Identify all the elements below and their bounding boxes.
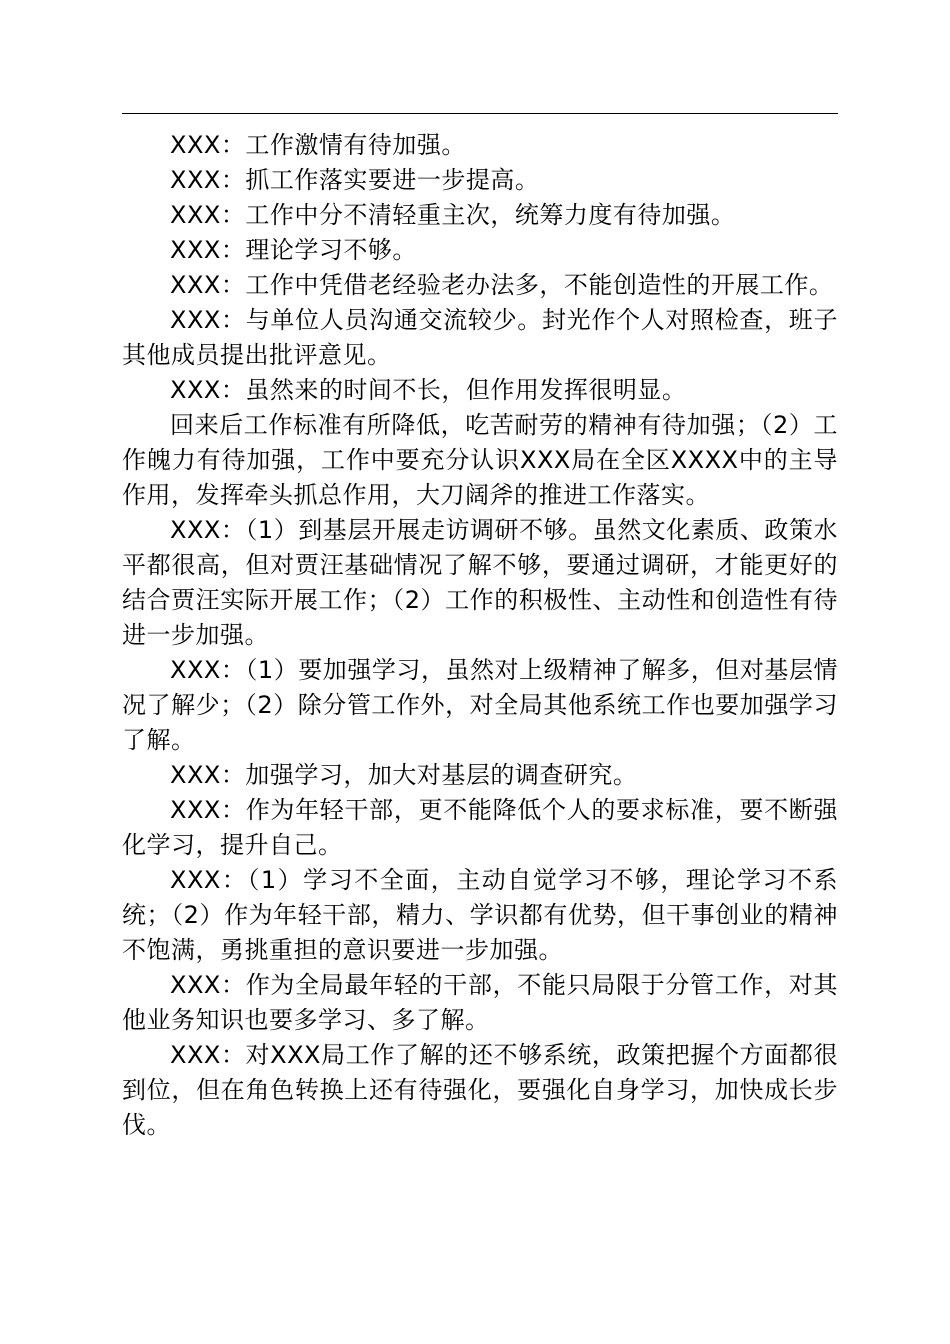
paragraph-4: XXX：理论学习不够。 — [170, 236, 417, 264]
paragraph-5: XXX：工作中凭借老经验老办法多，不能创造性的开展工作。 — [170, 271, 834, 299]
paragraph-15: XXX：对XXX局工作了解的还不够系统，政策把握个方面都很到位，但在角色转换上还有待强化，要强化自身学习，加快成长步伐。 — [122, 1041, 838, 1139]
paragraph-12: XXX：作为年轻干部，更不能降低个人的要求标准，要不断强化学习，提升自己。 — [122, 796, 838, 859]
header-rule — [122, 113, 838, 114]
paragraph-7: XXX：虽然来的时间不长，但作用发挥很明显。 — [170, 376, 687, 404]
paragraph-6: XXX：与单位人员沟通交流较少。封光作个人对照检查，班子其他成员提出批评意见。 — [122, 306, 838, 369]
paragraph-14: XXX：作为全局最年轻的干部，不能只局限于分管工作，对其他业务知识也要多学习、多了解。 — [122, 971, 838, 1034]
paragraph-13: XXX：（1）学习不全面，主动自觉学习不够，理论学习不系统；（2）作为年轻干部，精力、学识都有优势，但干事创业的精神不饱满，勇挑重担的意识要进一步加强。 — [122, 866, 838, 964]
paragraph-2: XXX：抓工作落实要进一步提高。 — [170, 166, 540, 194]
paragraph-1: XXX：工作激情有待加强。 — [170, 131, 466, 159]
paragraph-3: XXX：工作中分不清轻重主次，统筹力度有待加强。 — [170, 201, 736, 229]
paragraph-9: XXX：（1）到基层开展走访调研不够。虽然文化素质、政策水平都很高，但对贾汪基础情况了解不够，要通过调研，才能更好的结合贾汪实际开展工作；（2）工作的积极性、主动性和创造性有待进一步加强。 — [122, 516, 838, 649]
paragraph-8: 回来后工作标准有所降低，吃苦耐劳的精神有待加强；（2）工作魄力有待加强，工作中要充分认识XXX局在全区XXXX中的主导作用，发挥牵头抓总作用，大刀阔斧的推进工作落实。 — [122, 411, 838, 509]
paragraph-10: XXX：（1）要加强学习，虽然对上级精神了解多，但对基层情况了解少；（2）除分管工作外，对全局其他系统工作也要加强学习了解。 — [122, 656, 838, 754]
paragraph-11: XXX：加强学习，加大对基层的调查研究。 — [170, 761, 638, 789]
document-body — [122, 128, 838, 1143]
